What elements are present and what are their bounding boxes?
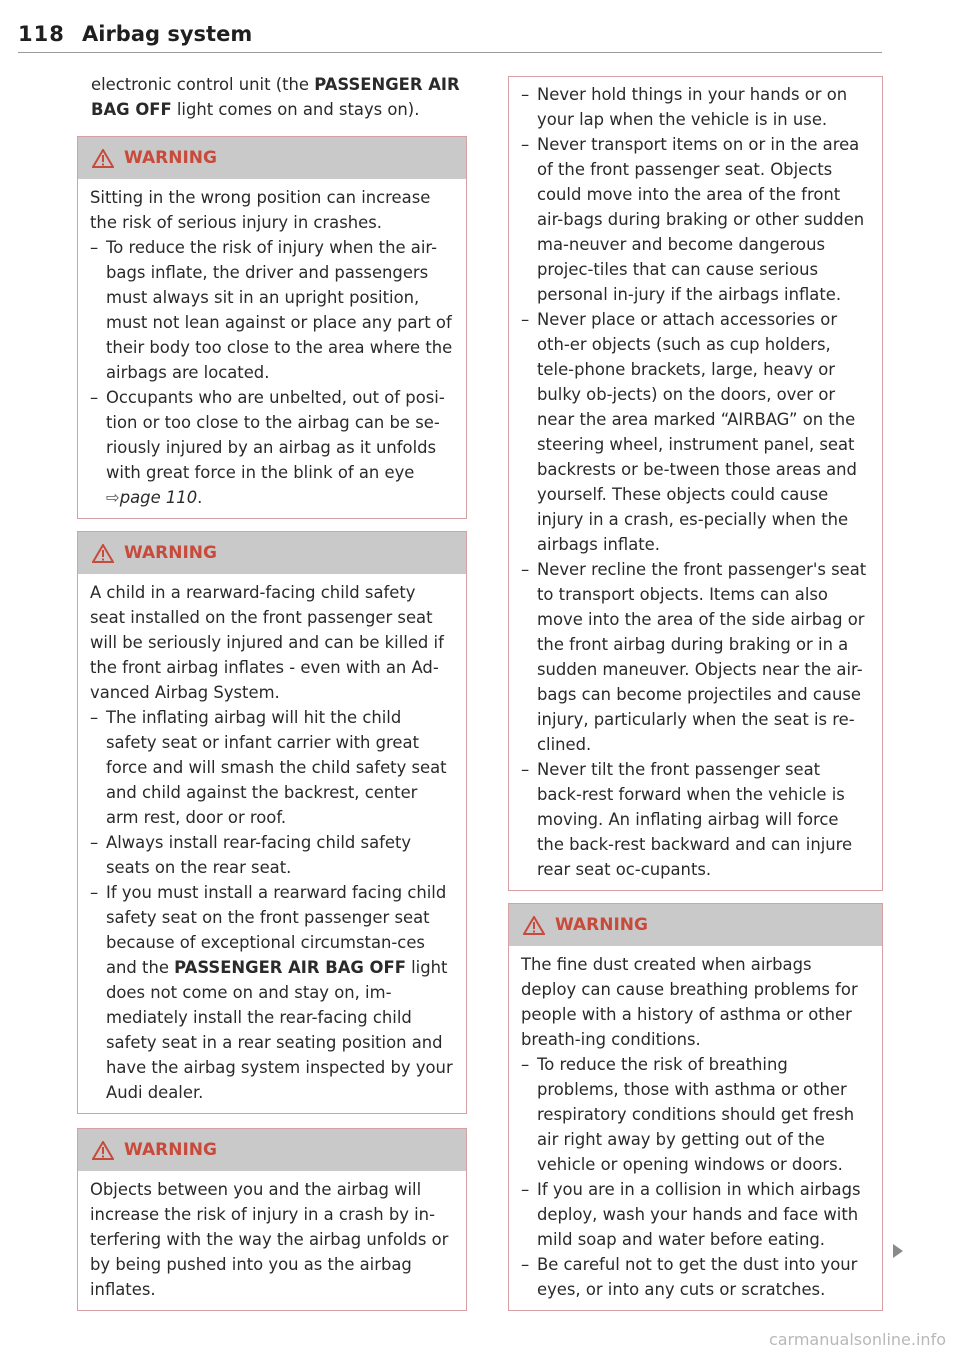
warning-box-1 [77, 136, 467, 519]
warning-box-4 [508, 903, 883, 1311]
watermark: carmanualsonline.info [768, 1330, 946, 1349]
page-number: 118 [18, 22, 65, 46]
left-column [77, 72, 467, 1311]
warning-text: Objects between you and the airbag will increase the risk of injury in a crash by in-terfering with the way the airbag unfolds or by being pushed into you as the airbag inflates. [90, 1180, 449, 1299]
warning-triangle-icon [92, 1141, 114, 1160]
warning-text: A child in a rearward-facing child safety seat installed on the front passenger seat will be seriously injured and can be killed if the front airbag inflates - even with an Ad-vanced Airbag System. [90, 583, 444, 702]
list-item: – Never recline the front passenger's seat to transport objects. Items can also move into the area of the side airbag or the front airbag during braking or in a sudden maneuver. Objects near the air-bags can become projectiles and cause injury, particularly when the seat is re-clined. [521, 557, 870, 757]
list-item: – Always install rear-facing child safety seats on the rear seat. [90, 830, 454, 880]
right-column [508, 76, 883, 1311]
warning-header [78, 137, 466, 179]
list-item: – Never transport items on or in the area of the front passenger seat. Objects could move into the area of the front air-bags during braking or other sudden ma-neuver and become dangerous projec-tiles that can cause serious personal in-jury if the airbags inflate. [521, 132, 870, 307]
intro-paragraph: electronic control unit (the PASSENGER AIR BAG OFF light comes on and stays on). [91, 75, 460, 119]
list-item: – If you must install a rearward facing child safety seat on the front passenger seat because of exceptional circumstan-ces and the PASSENGER AIR BAG OFF light does not come on and stay on, im-mediately install the rear-facing child safety seat in a rear seating position and have the airbag system inspected by your Audi dealer. [90, 880, 454, 1105]
list-item: – Never tilt the front passenger seat back-rest forward when the vehicle is moving. An inflating airbag will force the back-rest backward and can injure rear seat oc-cupants. [521, 757, 870, 882]
list-item: – If you are in a collision in which airbags deploy, wash your hands and face with mild soap and water before eating. [521, 1177, 870, 1252]
warning-triangle-icon [523, 916, 545, 935]
warning-header [78, 1129, 466, 1171]
warning-triangle-icon [92, 149, 114, 168]
warning-text: Sitting in the wrong position can increase the risk of serious injury in crashes. [90, 188, 431, 232]
warning-title: WARNING [124, 542, 217, 563]
warning-title: WARNING [124, 147, 217, 168]
warning-triangle-icon [92, 544, 114, 563]
page-reference-link[interactable]: ⇨page 110 [106, 488, 198, 507]
warning-text: The fine dust created when airbags deploy can cause breathing problems for people with a history of asthma or other breath-ing conditions. [521, 955, 858, 1049]
warning-box-2 [77, 531, 467, 1114]
page-header [18, 18, 882, 53]
warning-continuation-box [508, 76, 883, 891]
warning-header [78, 532, 466, 574]
list-item: – To reduce the risk of breathing problems, those with asthma or other respiratory conditions should get fresh air right away by getting out of the vehicle or opening windows or doors. [521, 1052, 870, 1177]
list-item: – Never place or attach accessories or oth-er objects (such as cup holders, tele-phone brackets, large, heavy or bulky ob-jects) on the doors, over or near the area marked “AIRBAG” on the steering wheel, instrument panel, seat backrests or be-tween those areas and yourself. These objects could cause injury in a crash, es-pecially when the airbags inflate. [521, 307, 870, 557]
list-item: – To reduce the risk of injury when the air-bags inflate, the driver and passengers must always sit in an upright position, must not lean against or place any part of their body too close to the area where the airbags are located. [90, 235, 454, 385]
list-item: – Occupants who are unbelted, out of posi-tion or too close to the airbag can be se-riously injured by an airbag as it unfolds with great force in the blink of an eye ⇨page 110. [90, 385, 454, 510]
warning-box-3 [77, 1128, 467, 1311]
list-item: – The inflating airbag will hit the child safety seat or infant carrier with great force and will smash the child safety seat and child against the backrest, center arm rest, door or roof. [90, 705, 454, 830]
list-item: – Never hold things in your hands or on your lap when the vehicle is in use. [521, 82, 870, 132]
list-item: – Be careful not to get the dust into your eyes, or into any cuts or scratches. [521, 1252, 870, 1302]
section-title: Airbag system [82, 22, 253, 46]
warning-title: WARNING [124, 1139, 217, 1160]
continue-arrow-icon [893, 1244, 903, 1258]
warning-title: WARNING [555, 914, 648, 935]
warning-header [509, 904, 882, 946]
